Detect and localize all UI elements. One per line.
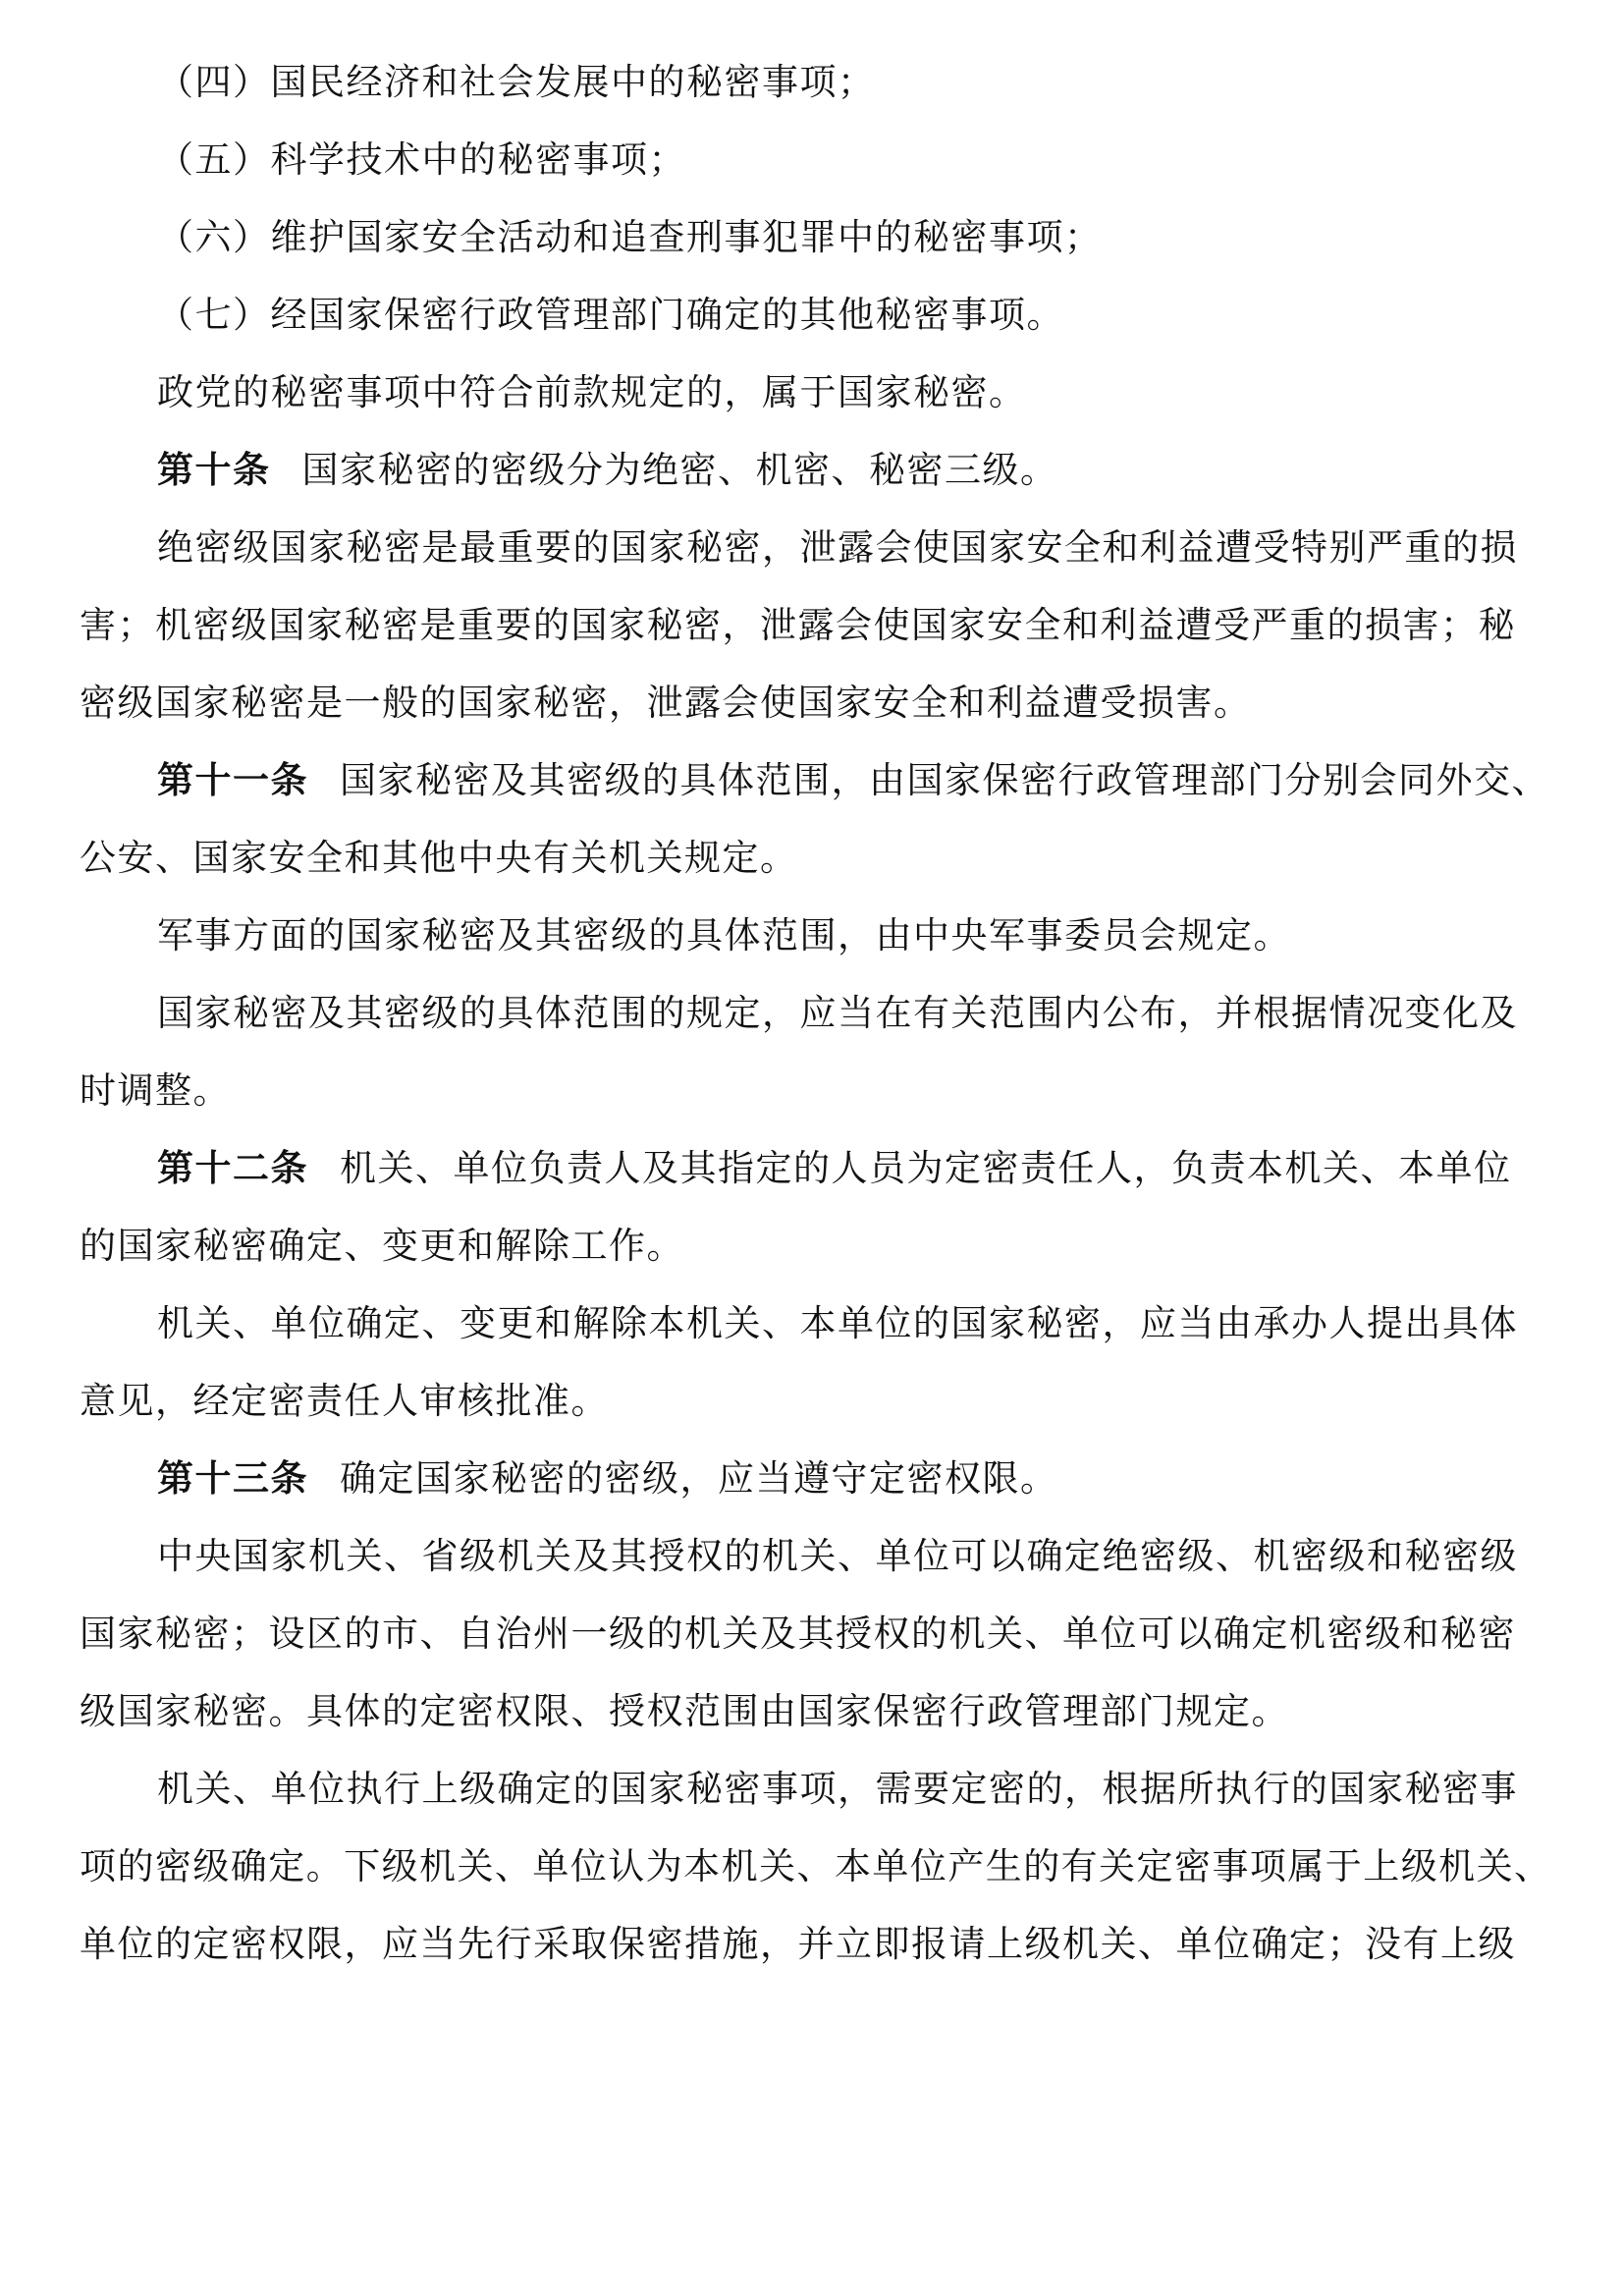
text-line	[80, 586, 1552, 664]
text-line	[80, 1750, 1552, 1828]
line-text: 政党的秘密事项中符合前款规定的，属于国家秘密。	[157, 371, 1027, 413]
line-text: 机关、单位负责人及其指定的人员为定密责任人，负责本机关、本单位	[340, 1147, 1512, 1189]
text-line	[80, 1362, 1552, 1440]
article-number: 第十二条	[157, 1146, 308, 1189]
text-line	[80, 1905, 1552, 1983]
text-line	[80, 664, 1552, 741]
line-text: 国家秘密及其密级的具体范围，由国家保密行政管理部门分别会同外交、	[340, 759, 1549, 801]
text-line	[80, 276, 1552, 354]
text-line	[80, 354, 1552, 431]
line-text: （四）国民经济和社会发展中的秘密事项；	[157, 61, 876, 103]
line-text: 项的密级确定。下级机关、单位认为本机关、本单位产生的有关定密事项属于上级机关、	[80, 1845, 1552, 1887]
article-heading-line	[80, 1129, 1552, 1207]
text-line	[80, 43, 1552, 121]
line-text: 国家秘密的密级分为绝密、机密、秘密三级。	[301, 449, 1058, 491]
text-line	[80, 1595, 1552, 1672]
text-line	[80, 897, 1552, 974]
text-line	[80, 198, 1552, 276]
line-text: 中央国家机关、省级机关及其授权的机关、单位可以确定绝密级、机密级和秘密级	[157, 1535, 1518, 1577]
line-text: 级国家秘密。具体的定密权限、授权范围由国家保密行政管理部门规定。	[80, 1690, 1289, 1732]
line-text: 确定国家秘密的密级，应当遵守定密权限。	[340, 1457, 1058, 1500]
article-heading-line	[80, 431, 1552, 509]
line-text: 国家秘密及其密级的具体范围的规定，应当在有关范围内公布，并根据情况变化及	[157, 992, 1518, 1034]
line-text: 害；机密级国家秘密是重要的国家秘密，泄露会使国家安全和利益遭受严重的损害；秘	[80, 604, 1516, 646]
text-line	[80, 1052, 1552, 1129]
line-text: （六）维护国家安全活动和追查刑事犯罪中的秘密事项；	[157, 216, 1103, 258]
text-line	[80, 121, 1552, 198]
line-text: 公安、国家安全和其他中央有关机关规定。	[80, 837, 798, 879]
line-text: 国家秘密；设区的市、自治州一级的机关及其授权的机关、单位可以确定机密级和秘密	[80, 1613, 1516, 1655]
article-heading-line	[80, 741, 1552, 819]
line-text: 绝密级国家秘密是最重要的国家秘密，泄露会使国家安全和利益遭受特别严重的损	[157, 526, 1518, 569]
text-line	[80, 819, 1552, 897]
line-text: 意见，经定密责任人审核批准。	[80, 1380, 609, 1422]
line-text: （七）经国家保密行政管理部门确定的其他秘密事项。	[157, 294, 1064, 336]
text-line	[80, 1285, 1552, 1362]
line-text: 密级国家秘密是一般的国家秘密，泄露会使国家安全和利益遭受损害。	[80, 682, 1252, 724]
text-line	[80, 1672, 1552, 1750]
line-text: 机关、单位执行上级确定的国家秘密事项，需要定密的，根据所执行的国家秘密事	[157, 1768, 1518, 1810]
line-text: 时调整。	[80, 1069, 231, 1112]
text-line	[80, 509, 1552, 586]
article-number: 第十条	[157, 448, 271, 491]
article-heading-line	[80, 1440, 1552, 1517]
article-number: 第十三条	[157, 1456, 308, 1500]
text-line	[80, 1828, 1552, 1905]
text-line	[80, 1517, 1552, 1595]
line-text: 的国家秘密确定、变更和解除工作。	[80, 1225, 684, 1267]
line-text: 军事方面的国家秘密及其密级的具体范围，由中央军事委员会规定。	[157, 914, 1291, 957]
line-text: 单位的定密权限，应当先行采取保密措施，并立即报请上级机关、单位确定；没有上级	[80, 1923, 1516, 1965]
text-line	[80, 974, 1552, 1052]
line-text: 机关、单位确定、变更和解除本机关、本单位的国家秘密，应当由承办人提出具体	[157, 1302, 1518, 1344]
text-line	[80, 1207, 1552, 1285]
document-body	[80, 43, 1552, 1983]
article-number: 第十一条	[157, 758, 308, 801]
line-text: （五）科学技术中的秘密事项；	[157, 138, 686, 181]
